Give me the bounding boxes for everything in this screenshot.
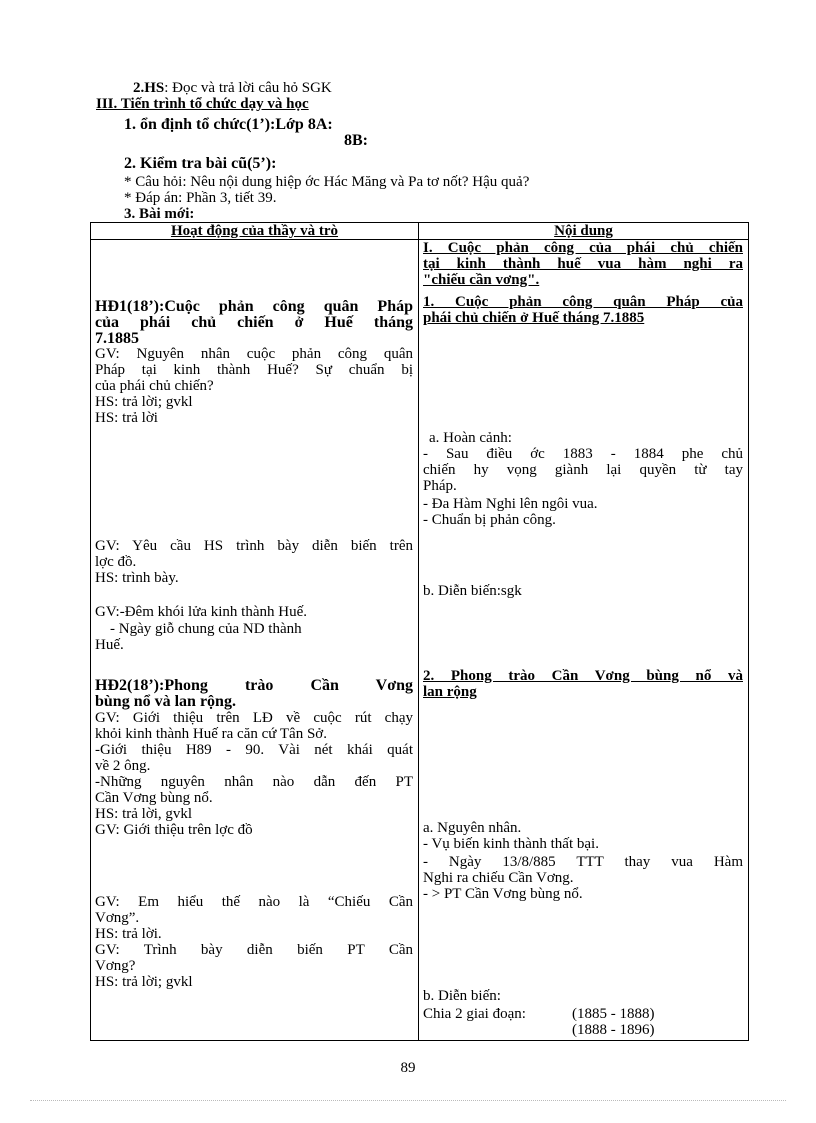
hs6: HS: trả lời; gvkl bbox=[95, 974, 193, 990]
teacher-student-cell bbox=[91, 240, 419, 1041]
gv4-line-5: -Những nguyên nhân nào dẫn đến PT bbox=[95, 774, 413, 790]
a1-line-3: Pháp. bbox=[423, 478, 457, 494]
a1-line-1: - Sau điều ớc 1883 - 1884 phe chủ bbox=[423, 446, 743, 462]
step-2: 2. Kiểm tra bài cũ(5’): bbox=[124, 155, 277, 172]
section-1-title-3: "chiếu cần vơng". bbox=[423, 272, 540, 288]
gv1-line-3: của phái chủ chiến? bbox=[95, 378, 214, 394]
left-column-header: Hoạt động của thầy và trò bbox=[91, 223, 419, 240]
gv3-line-1: GV:-Đêm khói lửa kinh thành Huế. bbox=[95, 604, 307, 620]
hs4: HS: trả lời, gvkl bbox=[95, 806, 193, 822]
gv5: GV: Giới thiệu trên lợc đồ bbox=[95, 822, 253, 838]
a2-line-1: - Vụ biến kinh thành thất bại. bbox=[423, 836, 599, 852]
gv4-line-2: khỏi kinh thành Huế ra căn cứ Tân Sở. bbox=[95, 726, 327, 742]
step-1: 1. ổn định tổ chức(1’):Lớp 8A: bbox=[124, 116, 333, 133]
lesson-table bbox=[90, 222, 749, 1041]
a2-heading: a. Nguyên nhân. bbox=[423, 820, 522, 836]
question: * Câu hỏi: Nêu nội dung hiệp ớc Hác Măng và Pa tơ nốt? Hậu quả? bbox=[124, 174, 530, 190]
a2-line-4: - > PT Cần Vơng bùng nổ. bbox=[423, 886, 583, 902]
gv3-line-3: Huế. bbox=[95, 637, 124, 653]
hs-label: 2.HS bbox=[133, 80, 165, 96]
section-2-title-1: 2. Phong trào Cần Vơng bùng nổ và bbox=[423, 668, 743, 684]
b2-heading: b. Diễn biến: bbox=[423, 988, 501, 1004]
a1-heading: a. Hoàn cảnh: bbox=[429, 430, 512, 446]
right-column-header: Nội dung bbox=[419, 223, 749, 240]
a2-line-3: Nghi ra chiếu Cần Vơng. bbox=[423, 870, 574, 886]
footer-divider bbox=[30, 1100, 786, 1101]
hs-line bbox=[133, 80, 332, 96]
a1-line-4: - Đa Hàm Nghi lên ngôi vua. bbox=[423, 496, 598, 512]
b2-line-2-value: (1888 - 1896) bbox=[572, 1022, 655, 1038]
a2-line-2: - Ngày 13/8/885 TTT thay vua Hàm bbox=[423, 854, 743, 870]
answer: * Đáp án: Phần 3, tiết 39. bbox=[124, 190, 277, 206]
gv6-line-2: Vơng”. bbox=[95, 910, 140, 926]
a1-line-2: chiến hy vọng giành lại quyền từ tay bbox=[423, 462, 743, 478]
hd2-title-2: bùng nổ và lan rộng. bbox=[95, 693, 236, 710]
a1-line-5: - Chuẩn bị phản công. bbox=[423, 512, 556, 528]
content-cell bbox=[419, 240, 749, 1041]
b2-line-1-label: Chia 2 giai đoạn: bbox=[423, 1006, 526, 1022]
gv4-line-6: Cần Vơng bùng nổ. bbox=[95, 790, 213, 806]
hd1-title-1: HĐ1(18’):Cuộc phản công quân Pháp bbox=[95, 298, 413, 315]
section-1-title-2: tại kinh thành huế vua hàm nghi ra bbox=[423, 256, 743, 272]
b2-line-1-value: (1885 - 1888) bbox=[572, 1006, 655, 1022]
hs1: HS: trả lời; gvkl bbox=[95, 394, 193, 410]
gv2-line-1: GV: Yêu cầu HS trình bày diễn biến trên bbox=[95, 538, 413, 554]
gv4-line-4: về 2 ông. bbox=[95, 758, 151, 774]
gv1-line-2: Pháp tại kinh thành Huế? Sự chuẩn bị bbox=[95, 362, 413, 378]
gv4-line-3: -Giới thiệu H89 - 90. Vài nét khái quát bbox=[95, 742, 413, 758]
b1-heading: b. Diễn biến:sgk bbox=[423, 583, 522, 599]
gv7-line-1: GV: Trình bày diễn biến PT Cần bbox=[95, 942, 413, 958]
gv2-line-2: lợc đồ. bbox=[95, 554, 137, 570]
hs-text: : Đọc và trả lời câu hỏ SGK bbox=[164, 80, 332, 96]
hd1-title-2: của phái chủ chiến ở Huế tháng bbox=[95, 314, 413, 331]
gv7-line-2: Vơng? bbox=[95, 958, 136, 974]
gv4-line-1: GV: Giới thiệu trên LĐ về cuộc rút chạy bbox=[95, 710, 413, 726]
gv6-line-1: GV: Em hiểu thế nào là “Chiếu Cần bbox=[95, 894, 413, 910]
gv1-line-1: GV: Nguyên nhân cuộc phản công quân bbox=[95, 346, 413, 362]
hd2-title-1: HĐ2(18’):Phong trào Cần Vơng bbox=[95, 677, 413, 694]
hd1-title-3: 7.1885 bbox=[95, 330, 139, 347]
step-1-class-b: 8B: bbox=[344, 132, 368, 149]
hs5: HS: trả lời. bbox=[95, 926, 162, 942]
section-2-title-2: lan rộng bbox=[423, 684, 477, 700]
section-1-title-1: I. Cuộc phản công của phái chủ chiến bbox=[423, 240, 743, 256]
section-1-1-title-2: phái chủ chiến ở Huế tháng 7.1885 bbox=[423, 310, 645, 326]
page-number: 89 bbox=[400, 1060, 416, 1076]
section-1-1-title-1: 1. Cuộc phản công quân Pháp của bbox=[423, 294, 743, 310]
hs3: HS: trình bày. bbox=[95, 570, 179, 586]
section-title: III. Tiến trình tổ chức dạy và học bbox=[96, 96, 309, 112]
gv3-line-2: - Ngày giỗ chung của ND thành bbox=[95, 621, 302, 637]
step-3: 3. Bài mới: bbox=[124, 206, 195, 222]
hs2: HS: trả lời bbox=[95, 410, 158, 426]
